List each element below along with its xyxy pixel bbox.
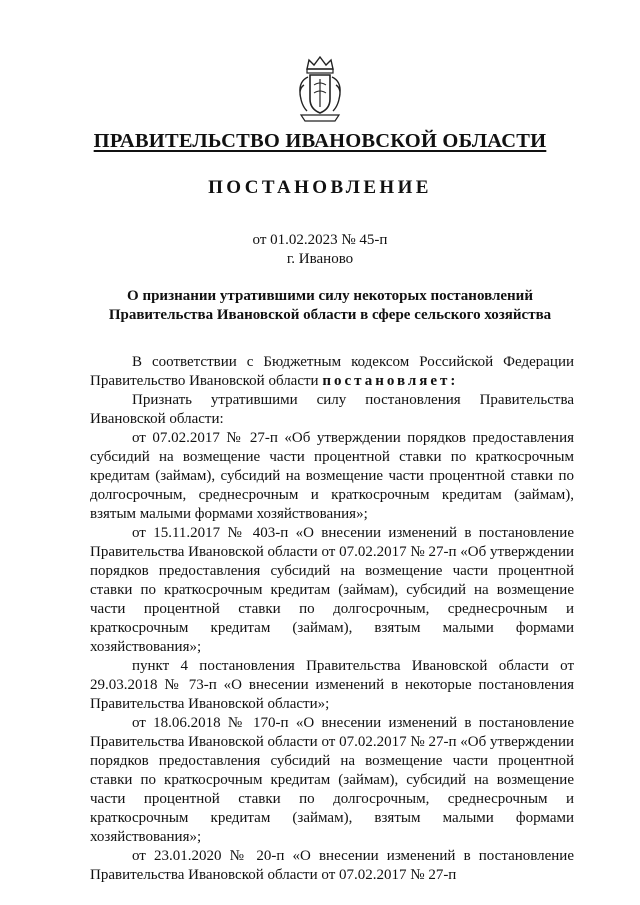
subject-line: О признании утратившими силу некоторых постановлений (127, 288, 533, 304)
document-date-number: от 01.02.2023 № 45-п (252, 232, 388, 248)
list-item: от 18.06.2018 № 170-п «О внесении изменений в постановление Правительства Ивановской области от 07.02.2017 № 27-п «Об утверждении порядков предоставления субсидий на возмещение части процентной ставки по краткосрочным кредитам (займам), субсидий на возмещение части процентной ставки по долгосрочным, среднесрочным и краткосрочным кредитам (займам), взятым малыми формами хозяйствования»; (90, 715, 574, 845)
intro-text: В соответствии с Бюджетным кодексом Российской Федерации Правительство Ивановской области (90, 354, 574, 389)
document-subject (90, 287, 570, 325)
subject-line: Правительства Ивановской области в сфере сельского хозяйства (108, 307, 552, 323)
decree-word: постановляет: (322, 373, 459, 389)
list-item: от 23.01.2020 № 20-п «О внесении изменений в постановление Правительства Ивановской области от 07.02.2017 № 27-п (90, 848, 574, 883)
document-city: г. Иваново (286, 251, 354, 267)
list-item: от 07.02.2017 № 27-п «Об утверждении порядков предоставления субсидий на возмещение части процентной ставки по краткосрочным кредитам (займам), субсидий на возмещение части процентной ставки по долгосрочным, среднесрочным и краткосрочным кредитам (займам), взятым малыми формами хозяйствования»; (90, 430, 574, 522)
list-item: от 15.11.2017 № 403-п «О внесении изменений в постановление Правительства Ивановской области от 07.02.2017 № 27-п «Об утверждении порядков предоставления субсидий на возмещение части процентной ставки по краткосрочным кредитам (займам), субсидий на возмещение части процентной ставки по долгосрочным, среднесрочным и краткосрочным кредитам (займам), взятым малыми формами хозяйствования»; (90, 525, 574, 655)
government-title: ПРАВИТЕЛЬСТВО ИВАНОВСКОЙ ОБЛАСТИ (93, 130, 547, 152)
intro-paragraph (90, 353, 574, 391)
list-item: пункт 4 постановления Правительства Ивановской области от 29.03.2018 № 73-п «О внесении изменений в некоторые постановления Правительства Ивановской области»; (90, 658, 574, 712)
ivanovo-coat-of-arms-icon (295, 55, 345, 125)
document-type: ПОСТАНОВЛЕНИЕ (208, 177, 432, 198)
document-body (90, 353, 574, 885)
recognize-paragraph: Признать утратившими силу постановления Правительства Ивановской области: (90, 392, 574, 427)
